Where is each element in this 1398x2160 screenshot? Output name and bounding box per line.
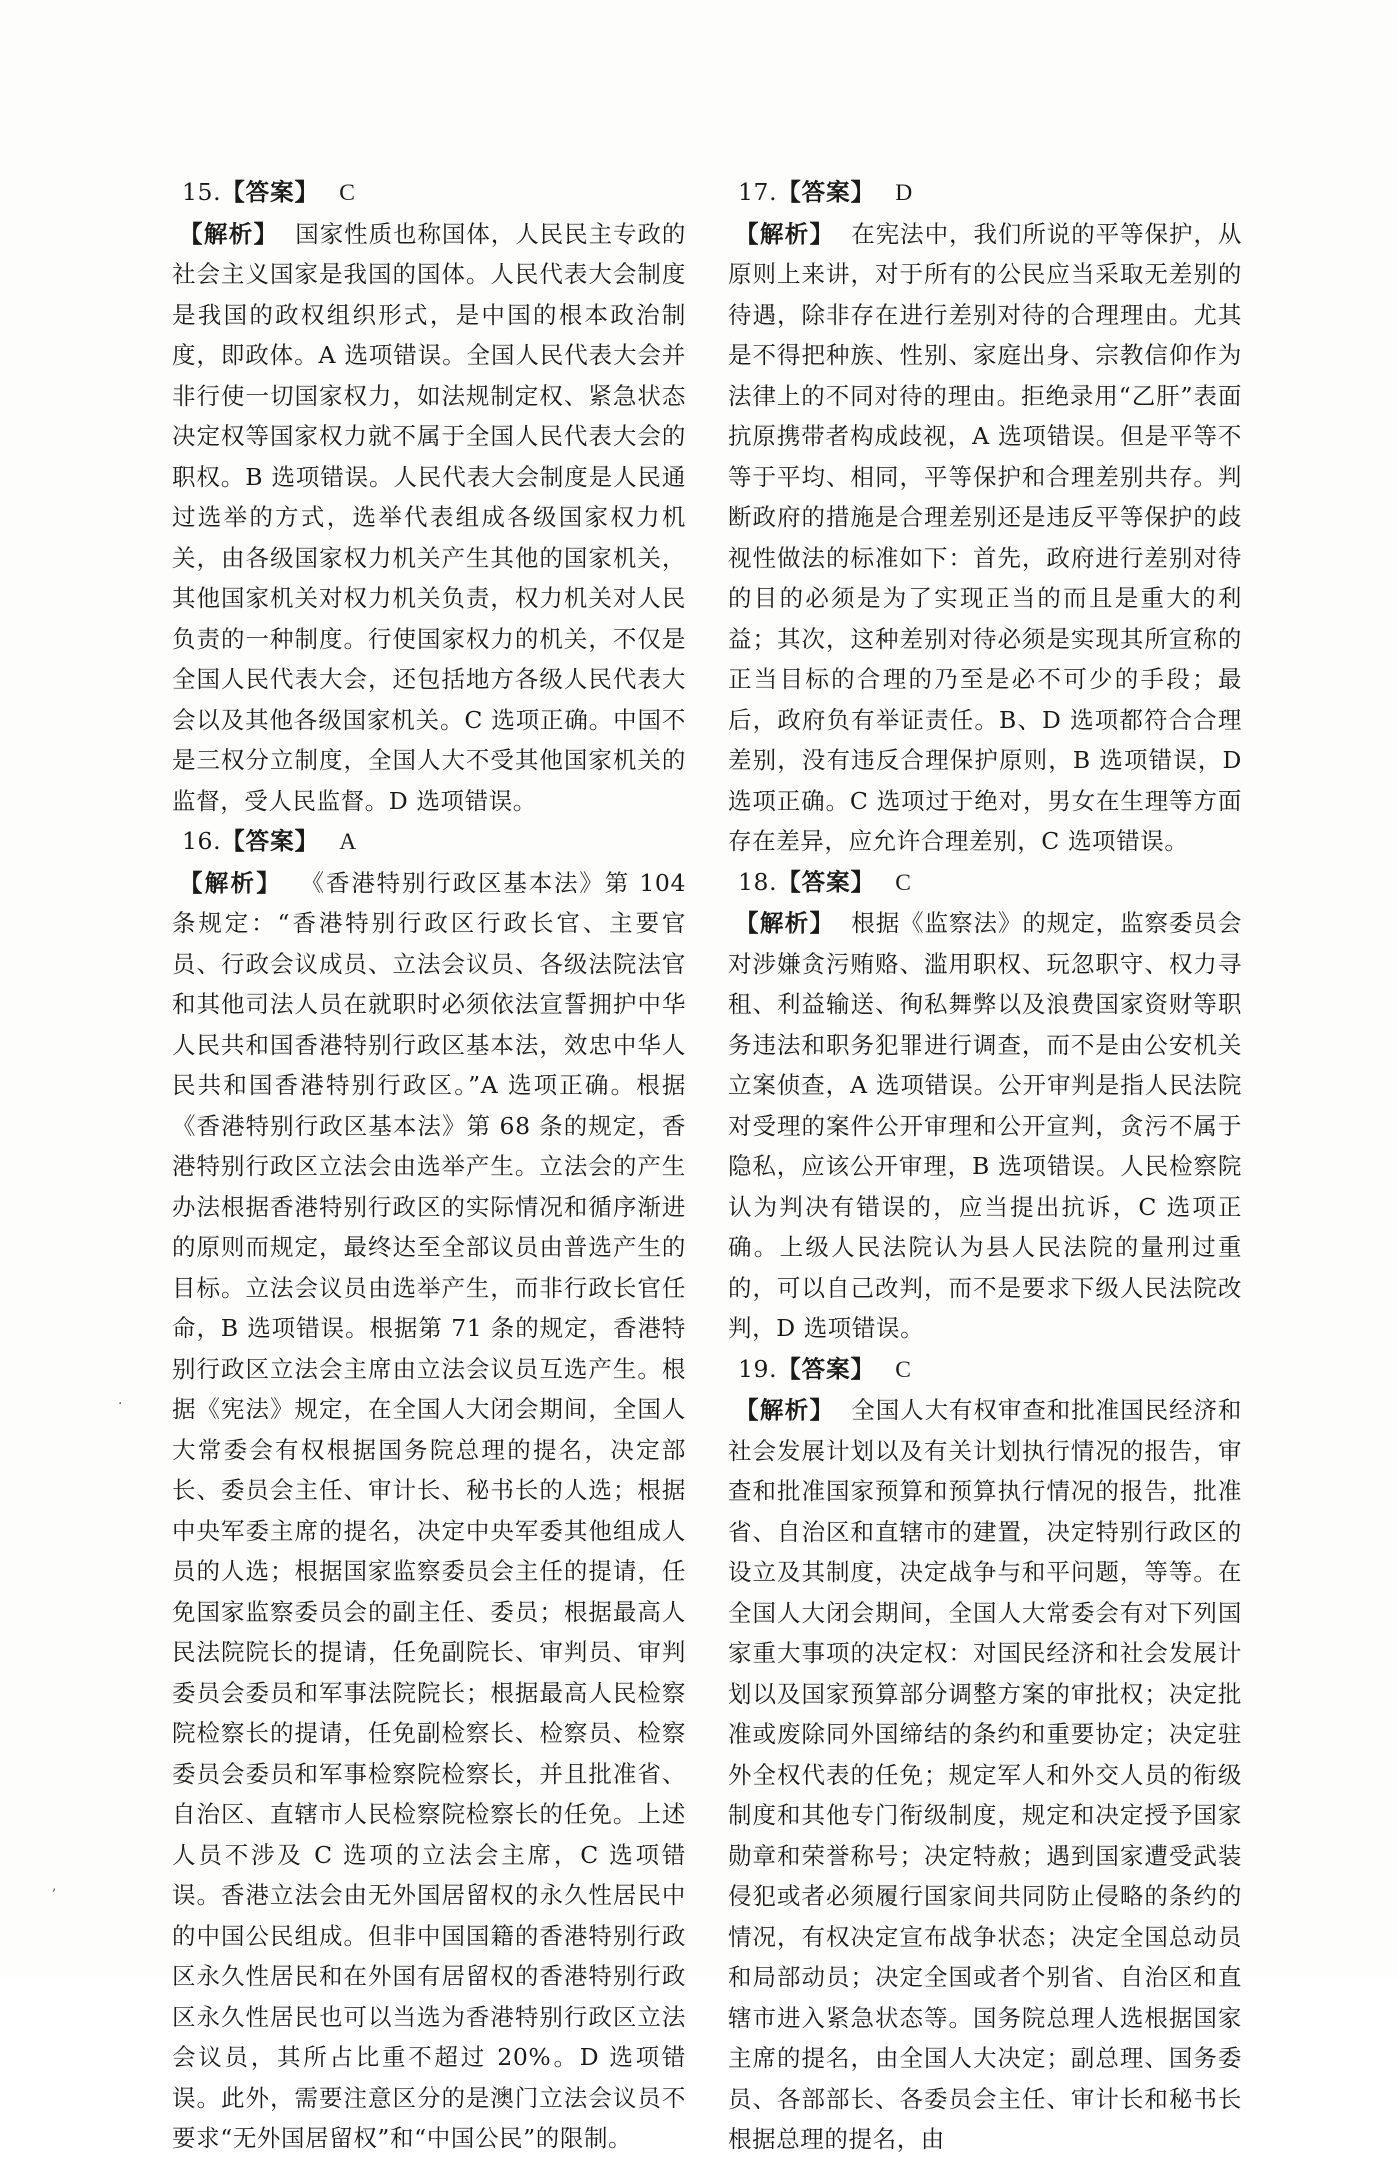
analysis-tag: 【解析】 xyxy=(735,219,835,248)
analysis-paragraph xyxy=(728,214,1242,862)
answer-block-17 xyxy=(728,172,1242,862)
answer-line xyxy=(728,172,1242,214)
analysis-text: 根据《监察法》的规定，监察委员会对涉嫌贪污贿赂、滥用职权、玩忽职守、权力寻租、利益输送、徇私舞弊以及浪费国家资财等职务违法和职务犯罪进行调查，而不是由公安机关立案侦查，A 选项错误。公开审判是指人民法院对受理的案件公开审理和公开宣判，贪污不属于隐私，应该公开审理，B 选项错误。人民检察院认为判决有错误的，应当提出抗诉，C 选项正确。上级人民法院认为县人民法院的量刑过重的，可以自己改判，而不是要求下级人民法院改判，D 选项错误。 xyxy=(728,909,1242,1342)
answer-letter: A xyxy=(339,829,357,855)
question-number: 19. xyxy=(738,1354,778,1383)
analysis-paragraph xyxy=(172,214,686,822)
answer-tag: 【答案】 xyxy=(777,867,876,896)
left-column xyxy=(172,172,686,2159)
analysis-paragraph xyxy=(728,903,1242,1349)
question-number: 16. xyxy=(182,827,222,855)
analysis-tag: 【解析】 xyxy=(735,909,835,937)
answer-block-16 xyxy=(172,821,686,2159)
analysis-tag: 【解析】 xyxy=(179,868,283,897)
answer-letter: C xyxy=(895,1356,912,1383)
answer-tag: 【答案】 xyxy=(221,178,320,206)
answer-line xyxy=(172,172,686,214)
answer-tag: 【答案】 xyxy=(221,827,320,855)
answer-letter: D xyxy=(895,180,913,206)
analysis-tag: 【解析】 xyxy=(179,219,279,248)
question-number: 17. xyxy=(738,178,778,206)
answer-letter: C xyxy=(895,869,912,896)
answer-line xyxy=(728,862,1242,904)
scan-speck: · xyxy=(118,1396,123,1412)
analysis-tag: 【解析】 xyxy=(735,1396,835,1424)
right-column xyxy=(728,172,1242,2160)
analysis-text: 在宪法中，我们所说的平等保护，从原则上来讲，对于所有的公民应当采取无差别的待遇，除非存在进行差别对待的合理理由。尤其是不得把种族、性别、家庭出身、宗教信仰作为法律上的不同对待的理由。拒绝录用“乙肝”表面抗原携带者构成歧视，A 选项错误。但是平等不等于平均、相同，平等保护和合理差别共存。判断政府的措施是合理差别还是违反平等保护的歧视性做法的标准如下：首先，政府进行差别对待的目的必须是为了实现正当的而且是重大的利益；其次，这种差别对待必须是实现其所宣称的正当目标的合理的乃至是必不可少的手段；最后，政府负有举证责任。B、D 选项都符合合理差别，没有违反合理保护原则，B 选项错误，D 选项正确。C 选项过于绝对，男女在生理等方面存在差异，应允许合理差别，C 选项错误。 xyxy=(728,219,1242,855)
answer-line xyxy=(728,1349,1242,1391)
answer-block-18 xyxy=(728,862,1242,1349)
scan-speck: , xyxy=(52,1878,57,1894)
analysis-text: 全国人大有权审查和批准国民经济和社会发展计划以及有关计划执行情况的报告，审查和批准国家预算和预算执行情况的报告，批准省、自治区和直辖市的建置，决定特别行政区的设立及其制度，决定战争与和平问题，等等。在全国人大闭会期间，全国人大常委会有对下列国家重大事项的决定权：对国民经济和社会发展计划以及国家预算部分调整方案的审批权；决定批准或废除同外国缔结的条约和重要协定；决定驻外全权代表的任免；规定军人和外交人员的衔级制度和其他专门衔级制度，规定和决定授予国家勋章和荣誉称号；决定特赦；遇到国家遭受武装侵犯或者必须履行国家间共同防止侵略的条约的情况，有权决定宣布战争状态；决定全国总动员和局部动员；决定全国或者个别省、自治区和直辖市进入紧急状态等。国务院总理人选根据国家主席的提名，由全国人大决定；副总理、国务委员、各部部长、各委员会主任、审计长和秘书长根据总理的提名，由 xyxy=(728,1396,1242,2153)
answer-line xyxy=(172,821,686,863)
answer-tag: 【答案】 xyxy=(777,178,876,206)
analysis-text: 《香港特别行政区基本法》第 104 条规定：“香港特别行政区行政长官、主要官员、行政会议成员、立法会议员、各级法院法官和其他司法人员在就职时必须依法宣誓拥护中华人民共和国香港特别行政区基本法，效忠中华人民共和国香港特别行政区。”A 选项正确。根据《香港特别行政区基本法》第 68 条的规定，香港特别行政区立法会由选举产生。立法会的产生办法根据香港特别行政区的实际情况和循序渐进的原则而规定，最终达至全部议员由普选产生的目标。立法会议员由选举产生，而非行政长官任命，B 选项错误。根据第 71 条的规定，香港特别行政区立法会主席由立法会议员互选产生。根据《宪法》规定，在全国人大闭会期间，全国人大常委会有权根据国务院总理的提名，决定部长、委员会主任、审计长、秘书长的人选；根据中央军委主席的提名，决定中央军委其他组成人员的人选；根据国家监察委员会主任的提请，任免国家监察委员会的副主任、委员；根据最高人民法院院长的提请，任免副院长、审判员、审判委员会委员和军事法院院长；根据最高人民检察院检察长的提请，任免副检察长、检察员、检察委员会委员和军事检察院检察长，并且批准省、自治区、直辖市人民检察院检察长的任免。上述人员不涉及 C 选项的立法会主席，C 选项错误。香港立法会由无外国居留权的永久性居民中的中国公民组成。但非中国国籍的香港特别行政区永久性居民和在外国有居留权的香港特别行政区永久性居民也可以当选为香港特别行政区立法会议员，其所占比重不超过 20%。D 选项错误。此外，需要注意区分的是澳门立法会议员不要求“无外国居留权”和“中国公民”的限制。 xyxy=(172,868,687,2152)
analysis-paragraph xyxy=(172,863,686,2159)
answer-letter: C xyxy=(339,180,356,206)
answer-tag: 【答案】 xyxy=(777,1354,876,1383)
answer-block-15 xyxy=(172,172,686,821)
answer-block-19 xyxy=(728,1349,1242,2160)
analysis-text: 国家性质也称国体，人民民主专政的社会主义国家是我国的国体。人民代表大会制度是我国的政权组织形式，是中国的根本政治制度，即政体。A 选项错误。全国人民代表大会并非行使一切国家权力，如法规制定权、紧急状态决定权等国家权力就不属于全国人民代表大会的职权。B 选项错误。人民代表大会制度是人民通过选举的方式，选举代表组成各级国家权力机关，由各级国家权力机关产生其他的国家机关，其他国家机关对权力机关负责，权力机关对人民负责的一种制度。行使国家权力的机关，不仅是全国人民代表大会，还包括地方各级人民代表大会以及其他各级国家机关。C 选项正确。中国不是三权分立制度，全国人大不受其他国家机关的监督，受人民监督。D 选项错误。 xyxy=(172,219,686,815)
analysis-paragraph xyxy=(728,1390,1242,2160)
question-number: 15. xyxy=(182,178,222,206)
question-number: 18. xyxy=(738,867,778,896)
